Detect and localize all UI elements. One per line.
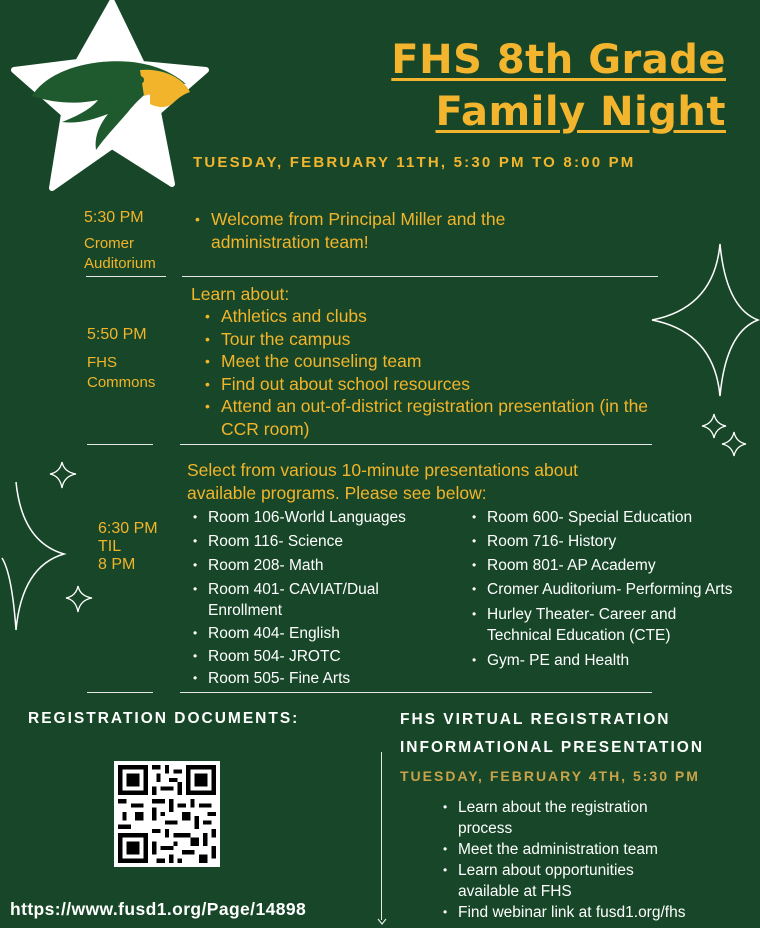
divider	[182, 276, 658, 277]
time-label	[98, 520, 158, 574]
registration-heading: REGISTRATION DOCUMENTS:	[28, 710, 300, 727]
page-title	[246, 34, 726, 138]
sparkle-star-icon	[64, 584, 94, 614]
location-line: Commons	[87, 374, 156, 391]
location-line: Cromer	[84, 235, 135, 252]
list-item: • Attend an out-of-district registration presentation (in the CCR room)	[203, 395, 653, 440]
vertical-divider	[381, 752, 382, 920]
time-label: 5:50 PM	[87, 326, 147, 343]
learn-about-list	[203, 305, 653, 440]
list-item: • Room 505- Fine Arts	[190, 668, 435, 689]
title-line-2: Family Night	[435, 89, 726, 135]
list-item: • Room 208- Math	[190, 555, 435, 576]
location-label	[84, 234, 156, 274]
virtual-date: TUESDAY, FEBRUARY 4TH, 5:30 PM	[400, 768, 700, 784]
rooms-right-list	[469, 507, 739, 671]
list-item: • Room 401- CAVIAT/Dual Enrollment	[190, 579, 418, 621]
time-line: 8 PM	[98, 556, 136, 573]
list-item: • Welcome from Principal Miller and the administration team!	[193, 208, 573, 253]
virtual-list	[440, 797, 700, 923]
divider	[180, 444, 652, 445]
divider	[180, 692, 652, 693]
time-label: 5:30 PM	[84, 209, 144, 226]
list-item: • Hurley Theater- Career and Technical Education (CTE)	[469, 604, 722, 646]
virtual-heading-line: INFORMATIONAL PRESENTATION	[400, 739, 705, 756]
welcome-list	[193, 208, 573, 253]
qr-code[interactable]	[114, 761, 220, 867]
event-date: TUESDAY, FEBRUARY 11TH, 5:30 PM TO 8:00 PM	[193, 154, 636, 171]
location-line: FHS	[87, 354, 117, 371]
list-item: • Meet the counseling team	[203, 350, 653, 373]
list-item: • Room 801- AP Academy	[469, 555, 739, 576]
list-item: • Gym- PE and Health	[469, 650, 739, 671]
list-item: • Room 716- History	[469, 531, 739, 552]
eagle-star-logo	[0, 0, 220, 200]
location-line: Auditorium	[84, 255, 156, 272]
list-item: • Athletics and clubs	[203, 305, 653, 328]
title-line-1: FHS 8th Grade	[391, 37, 726, 83]
sparkle-star-icon	[650, 242, 760, 398]
list-item: • Room 106-World Languages	[190, 507, 435, 528]
rooms-left-list	[190, 507, 435, 689]
list-item: • Room 404- English	[190, 623, 435, 644]
time-line: 6:30 PM	[98, 520, 158, 537]
location-label	[87, 353, 155, 393]
sparkle-star-icon	[700, 410, 750, 460]
list-item: • Meet the administration team	[440, 839, 700, 860]
time-line: TIL	[98, 538, 122, 555]
divider	[87, 692, 153, 693]
list-item: • Room 504- JROTC	[190, 646, 435, 667]
registration-url-link[interactable]: https://www.fusd1.org/Page/14898	[10, 899, 307, 919]
list-item: • Learn about the registration process	[440, 797, 688, 839]
list-item: • Cromer Auditorium- Performing Arts	[469, 579, 737, 600]
list-item: • Room 600- Special Education	[469, 507, 739, 528]
virtual-heading	[400, 706, 704, 762]
list-item: • Find webinar link at fusd1.org/fhs	[440, 902, 700, 923]
presentations-intro: Select from various 10-minute presentations about available programs. Please see below:	[187, 460, 579, 503]
list-item: • Learn about opportunities available at FHS	[440, 860, 683, 902]
learn-about-label: Learn about:	[191, 284, 290, 304]
list-item: • Room 116- Science	[190, 531, 435, 552]
divider	[87, 444, 153, 445]
virtual-heading-line: FHS VIRTUAL REGISTRATION	[400, 711, 671, 728]
divider	[86, 276, 166, 277]
list-item: • Find out about school resources	[203, 373, 653, 396]
list-item: • Tour the campus	[203, 328, 653, 351]
sparkle-star-icon	[0, 478, 70, 634]
arrow-down-icon	[377, 918, 387, 926]
